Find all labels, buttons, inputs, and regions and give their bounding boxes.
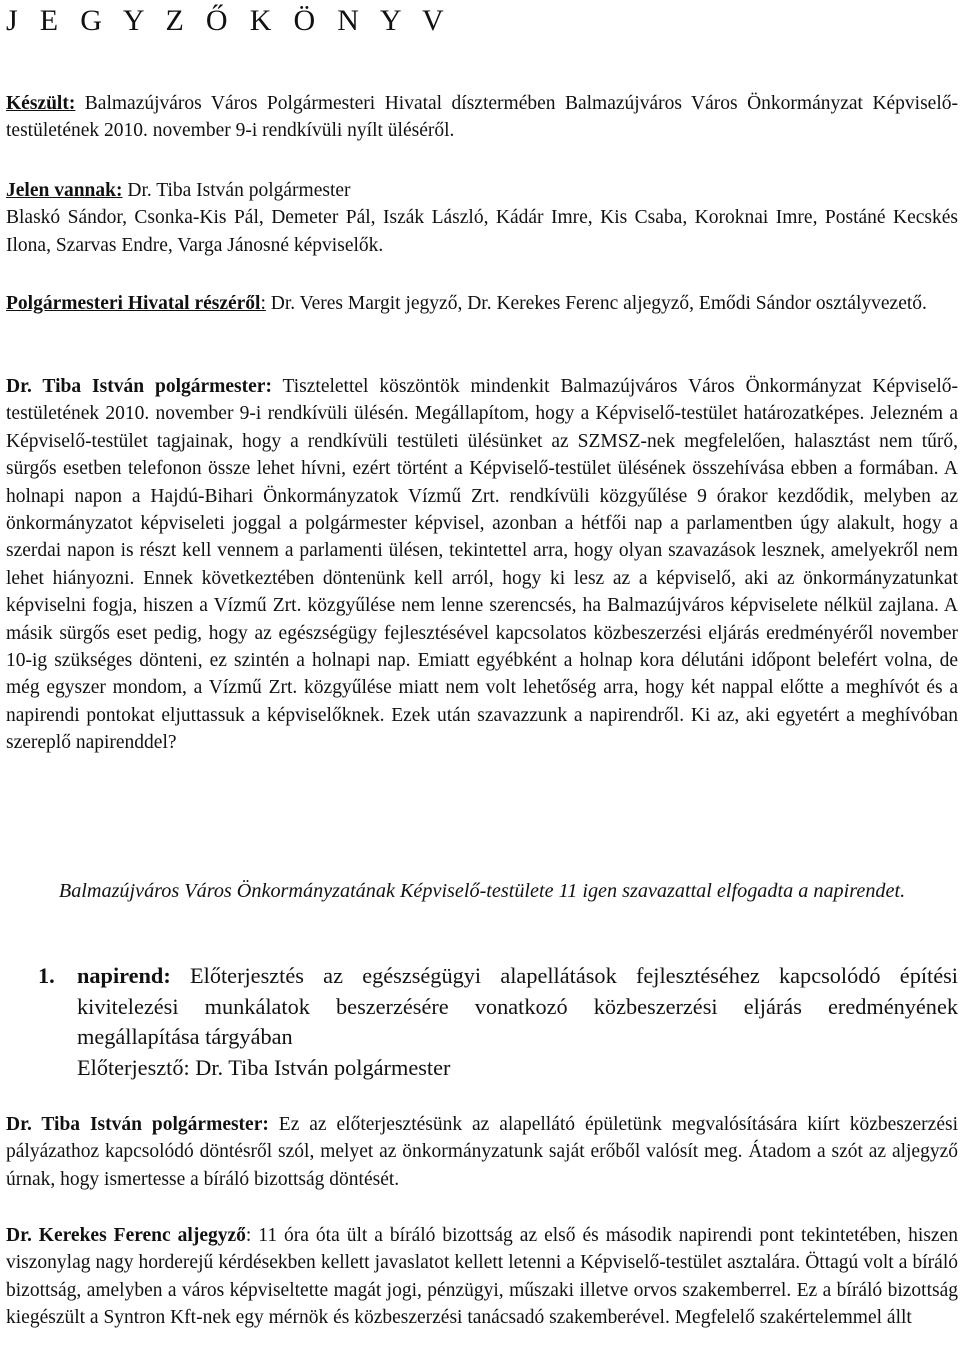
office-colon: :	[260, 293, 266, 314]
document-title: J E G Y Z Ő K Ö N Y V	[6, 4, 451, 37]
agenda-item	[6, 961, 958, 1083]
agenda-label: napirend:	[77, 963, 171, 988]
document-page	[6, 0, 958, 1366]
present-mayor: Dr. Tiba István polgármester	[122, 180, 351, 201]
speech-mayor-paragraph	[6, 1111, 958, 1193]
office-label: Polgármesteri Hivatal részéről	[6, 293, 261, 314]
speech-deputy-text: : 11 óra óta ült a bíráló bizottság az első és második napirendi pont tekintetében, hiszen viszonylag nagy horderejű kérdésekben kellett javaslatot kellett letenni a Képviselő-testület asztalára. Öttagú volt a bíráló bizottság, amelyben a város képviseltette magát jogi, pénzügyi, műszaki illetve orvos szakemberrel. Ez a bíráló bizottság kiegészült a Syntron Kft-nek egy mérnök és közbeszerzési tanácsadó szakemberével. Megfelelő szakértelemmel állt	[6, 1225, 958, 1329]
present-label: Jelen vannak:	[6, 180, 123, 201]
speech-mayor-speaker: Dr. Tiba István polgármester:	[6, 1114, 269, 1135]
office-text: Dr. Veres Margit jegyző, Dr. Kerekes Ferenc aljegyző, Emődi Sándor osztályvezető.	[265, 293, 927, 314]
speech-deputy-paragraph	[6, 1222, 958, 1332]
speech-mayor-text: Ez az előterjesztésünk az alapellátó épületünk megvalósítására kiírt közbeszerzési pályázathoz kapcsolódó döntésről szól, melyet az önkormányzatunk saját erőből valósít meg. Átadom a szót az aljegyző úrnak, hogy ismertesse a bíráló bizottság döntését.	[6, 1114, 958, 1190]
agenda-text: Előterjesztés az egészségügyi alapellátások fejlesztéséhez kapcsolódó építési kivitelezési munkálatok beszerzésére vonatkozó közbeszerzési eljárás eredményének megállapítása tárgyában	[77, 963, 958, 1049]
resolution-text: Balmazújváros Város Önkormányzatának Képviselő-testülete 11 igen szavazattal elfogadta a napirendet.	[58, 880, 906, 902]
prepared-label: Készült:	[6, 93, 76, 114]
prepared-text: Balmazújváros Város Polgármesteri Hivatal dísztermében Balmazújváros Város Önkormányzat Képviselő-testületének 2010. november 9-i rendkívüli nyílt üléséről.	[6, 93, 958, 142]
opening-speaker: Dr. Tiba István polgármester:	[6, 376, 272, 397]
agenda-presenter: Előterjesztő: Dr. Tiba István polgármester	[77, 1054, 451, 1080]
agenda-number: 1.	[38, 963, 55, 988]
opening-speech-paragraph	[6, 373, 958, 757]
opening-text: Tisztelettel köszöntök mindenkit Balmazújváros Város Önkormányzat Képviselő-testületének 2010. november 9-i rendkívüli ülésén. Megállapítom, hogy a Képviselő-testület határozatképes. Jelezném a Képviselő-testület tagjainak, hogy a rendkívüli testületi ülésünket az SZMSZ-nek megfelelően, halasztást nem tűrő, sürgős esetben telefonon össze lehet hívni, ezért történt a Képviselő-testület ülésének összehívása ebben a formában. A holnapi napon a Hajdú-Bihari Önkormányzatok Vízmű Zrt. rendkívüli közgyűlése 9 órakor kezdődik, melyben az önkormányzatot képviseleti joggal a polgármester képvisel, azonban a hétfői nap a parlamentben úgy alakult, hogy a szerdai napon is részt kell vennem a parlamenti ülésen, tekintettel arra, hogy olyan szavazások lesznek, amelyekről nem lehet hiányozni. Ennek következtében döntenünk kell arról, hogy ki lesz az a képviselő, aki az önkormányzatunkat képviselni fogja, hiszen a Vízmű Zrt. közgyűlése nem lenne szerencsés, ha Balmazújváros képviselete nélkül zajlana. A másik sürgős eset pedig, hogy az egészségügy fejlesztésével kapcsolatos közbeszerzési eljárás eredményéről november 10-ig szükséges dönteni, ez szintén a holnapi nap. Emiatt egyébként a holnap kora délutáni időpont belefért volna, de még egyszer mondom, a Vízmű Zrt. közgyűlése miatt nem volt lehetőség arra, hogy két nappal előtte a meghívót és a napirendi pontokat eljuttassuk a képviselőknek. Ezek után szavazzunk a napirendről. Ki az, aki egyetért a meghívóban szereplő napirenddel?	[6, 376, 958, 754]
agenda-body	[77, 961, 958, 1083]
prepared-paragraph	[6, 90, 958, 145]
speech-deputy-speaker: Dr. Kerekes Ferenc aljegyző	[6, 1225, 246, 1246]
present-members: Blaskó Sándor, Csonka-Kis Pál, Demeter Pál, Iszák László, Kádár Imre, Kis Csaba, Koroknai Imre, Postáné Kecskés Ilona, Szarvas Endre, Varga Jánosné képviselők.	[6, 207, 958, 256]
present-paragraph	[6, 177, 958, 259]
office-paragraph	[6, 290, 958, 317]
